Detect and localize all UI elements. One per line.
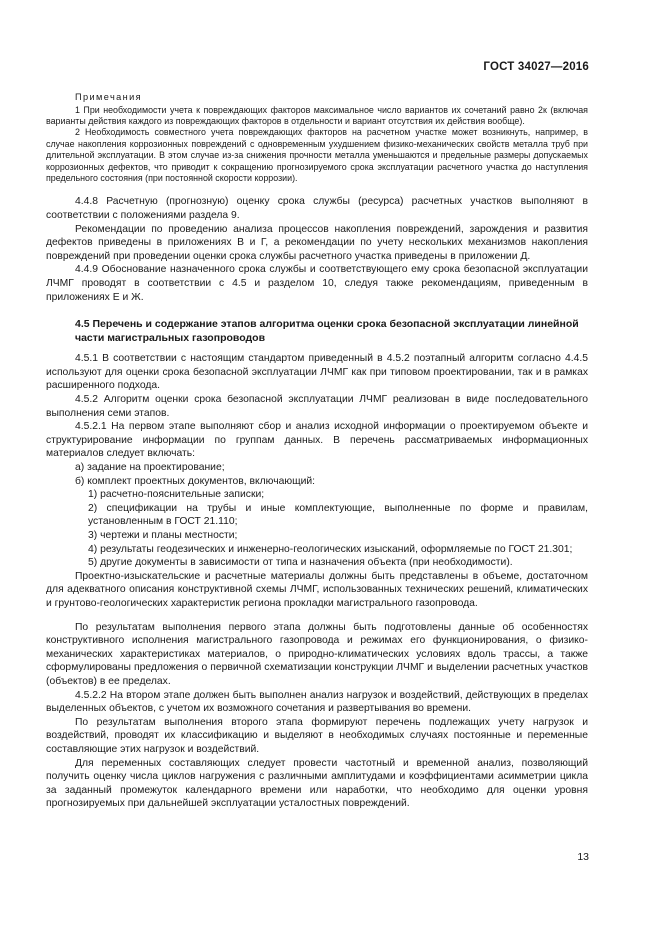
paragraph-design-materials: Проектно-изыскательские и расчетные материалы должны быть представлены в объеме, достаточном для адекватного описания конструктивной схемы ЛЧМГ, использованных технических решений, климатических и грунтово-геологических характеристик региона прокладки магистрального газопровода. [46, 570, 588, 609]
section-title-4-5: 4.5 Перечень и содержание этапов алгоритма оценки срока безопасной эксплуатации линейной части магистральных газопроводов [75, 318, 579, 344]
paragraph-4-5-2: 4.5.2 Алгоритм оценки срока безопасной эксплуатации ЛЧМГ реализован в виде последовательного выполнения семи этапов. [46, 394, 588, 419]
paragraph-4-5-1: 4.5.1 В соответствии с настоящим стандартом приведенный в 4.5.2 поэтапный алгоритм согласно 4.4.5 используют для оценки срока безопасной эксплуатации ЛЧМГ как при типовом проектировании, так и в рамках расширенного подхода. [46, 353, 588, 392]
sublist-item-1: 1) расчетно-пояснительные записки; [88, 489, 265, 501]
page-number: 13 [577, 851, 589, 863]
sublist-item-3: 3) чертежи и планы местности; [88, 530, 238, 541]
sublist-item-2: 2) спецификации на трубы и иные комплектующие, выполненные по форме и правилам, установленным в ГОСТ 21.110; [88, 502, 588, 528]
paragraph-4-4-9: 4.4.9 Обоснование назначенного срока службы и соответствующего ему срока безопасной эксплуатации ЛЧМГ проводят в соответствии с 4.5 и разделом 10, следуя также рекомендациям, приведенным в приложениях Е и Ж. [46, 264, 588, 303]
sublist-item-4: 4) результаты геодезических и инженерно-геологических изысканий, оформляемые по ГОСТ 21.301; [88, 543, 573, 555]
paragraph-4-5-2-2: 4.5.2.2 На втором этапе должен быть выполнен анализ нагрузок и воздействий, действующих в пределах выделенных объектов, с учетом их возможного сочетания и развертывания во времени. [46, 689, 588, 715]
paragraph-variable-components: Для переменных составляющих следует провести частотный и временной анализ, позволяющий получить оценку числа циклов нагружения с различными амплитудами и коэффициентами асимметрии цикла за заданный промежуток календарного времени или наработки, что необходимо для оценки уровня прогнозируемых при дальнейшей эксплуатации усталостных повреждений. [46, 757, 588, 810]
note-1: 1 При необходимости учета к повреждающих факторов максимальное число вариантов их сочетаний равно 2к (включая варианты действия каждого из повреждающих факторов в отдельности и вариант отсутствия их действия вообще). [46, 104, 588, 126]
paragraph-recommendations: Рекомендации по проведению анализа процессов накопления повреждений, зарождения и развития дефектов приведены в приложениях В и Г, а рекомендации по учету нескольких механизмов накопления повреждений при проведении оценки срока службы расчетного участка приведены в приложении Д. [46, 223, 588, 262]
paragraph-4-5-2-1: 4.5.2.1 На первом этапе выполняют сбор и анализ исходной информации о проектируемом объекте и структурирование информации по группам данных. В перечень рассматриваемых информационных материалов следует включать: [46, 421, 588, 460]
paragraph-stage1-results: По результатам выполнения первого этапа должны быть подготовлены данные об особенностях конструктивного исполнения магистрального газопровода и режимах его функционирования, о физико-механических характеристиках материалов, о природно-климатических условиях вдоль трассы, а также сформулированы предложения о первичной схематизации конструкции ЛЧМГ и выделении расчетных участков (объектов) в ее пределах. [46, 621, 588, 687]
note-2: 2 Необходимость совместного учета повреждающих факторов на расчетном участке может возникнуть, например, в случае накопления коррозионных повреждений с одновременным ухудшением физико-механических свойств металла труб при длительной эксплуатации. В этом случае из-за снижения прочности металла уменьшаются и предельные размеры допускаемых коррозионных дефектов, что приводит к сокращению прогнозируемого срока эксплуатации расчетного участка до наступления предельного состояния (при постоянной скорости коррозии). [46, 127, 588, 183]
spacer [46, 611, 588, 621]
notes-heading: Примечания [75, 92, 143, 102]
page-content [46, 92, 588, 811]
paragraph-stage2-results: По результатам выполнения второго этапа формируют перечень подлежащих учету нагрузок и воздействий, проводят их классификацию и выделяют в необходимых случаях постоянные и переменные составляющие этих нагрузок и воздействий. [46, 716, 588, 755]
list-item-b: б) комплект проектных документов, включающий: [75, 475, 316, 487]
sublist-item-5: 5) другие документы в зависимости от типа и назначения объекта (при необходимости). [88, 557, 513, 569]
document-code: ГОСТ 34027—2016 [483, 61, 589, 73]
paragraph-4-4-8: 4.4.8 Расчетную (прогнозную) оценку срока службы (ресурса) расчетных участков выполняют в соответствии с положениями раздела 9. [46, 196, 588, 221]
spacer [46, 184, 588, 195]
list-item-a: а) задание на проектирование; [75, 462, 225, 474]
